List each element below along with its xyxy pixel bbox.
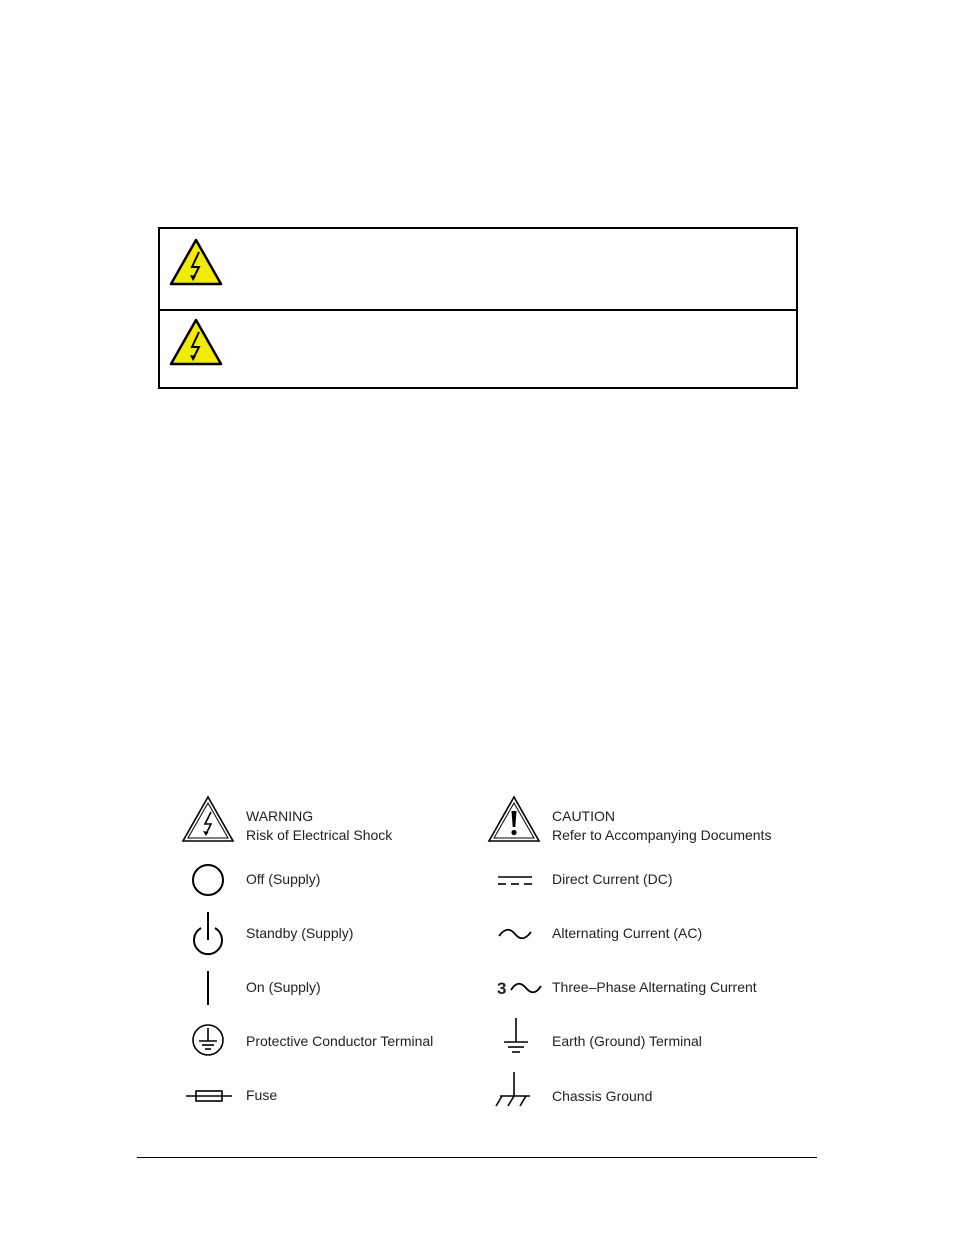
earth-ground-icon [502, 1018, 530, 1056]
high-voltage-warning-icon [168, 317, 224, 367]
symbol-label-on: On (Supply) [246, 979, 321, 995]
standby-power-icon [190, 910, 226, 958]
warning-row-1 [160, 229, 796, 311]
three-phase-ac-icon [509, 980, 543, 996]
symbol-label-protective-conductor: Protective Conductor Terminal [246, 1033, 434, 1049]
symbol-label-dc: Direct Current (DC) [552, 871, 673, 887]
symbol-desc-caution: Refer to Accompanying Documents [552, 827, 772, 843]
warning-row-2 [160, 311, 796, 387]
symbol-label-ac: Alternating Current (AC) [552, 925, 703, 941]
chassis-ground-icon [494, 1072, 534, 1110]
symbol-label-fuse: Fuse [246, 1087, 278, 1103]
ac-tilde-icon [497, 926, 533, 942]
dc-icon [497, 872, 533, 888]
three-phase-prefix: 3 [497, 979, 507, 998]
symbol-label-chassis-ground: Chassis Ground [552, 1088, 653, 1104]
symbol-desc-warning: Risk of Electrical Shock [246, 827, 393, 843]
protective-earth-icon [190, 1022, 226, 1058]
symbol-label-three-phase: Three–Phase Alternating Current [552, 979, 757, 995]
warning-box [158, 227, 798, 389]
warning-shock-icon [180, 794, 236, 844]
symbol-label-caution: CAUTION [552, 808, 615, 824]
on-line-icon [200, 970, 216, 1006]
symbol-label-off: Off (Supply) [246, 871, 321, 887]
symbol-label-earth-ground: Earth (Ground) Terminal [552, 1033, 702, 1049]
symbol-label-standby: Standby (Supply) [246, 925, 354, 941]
off-circle-icon [190, 862, 226, 898]
symbol-label-warning: WARNING [246, 808, 314, 824]
caution-exclamation-icon [486, 794, 542, 844]
fuse-icon [186, 1088, 232, 1104]
high-voltage-warning-icon [168, 237, 224, 287]
footer-divider [137, 1157, 817, 1158]
